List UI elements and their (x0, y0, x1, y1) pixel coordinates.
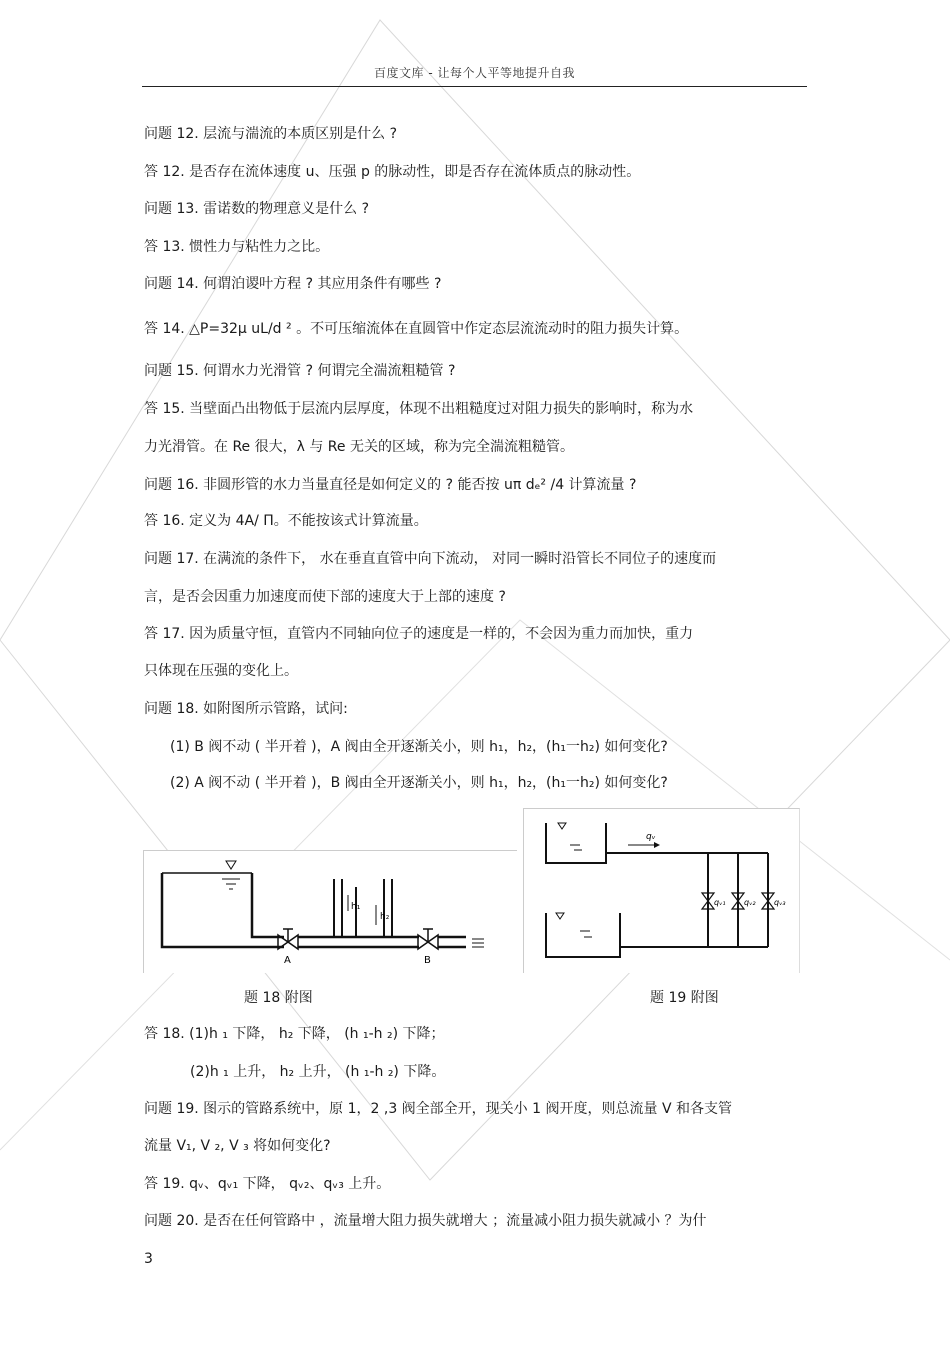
qv2-label: qᵥ₂ (744, 898, 756, 907)
figure-19 (523, 808, 800, 973)
question-18: 问题 18. 如附图所示管路，试问: (144, 701, 348, 717)
question-19-line1: 问题 19. 图示的管路系统中，原 1，2 ,3 阀全部全开，现关小 1 阀开度，则总流量 V 和各支管 (144, 1101, 732, 1117)
question-18-part2: (2) A 阀不动 ( 半开着 )，B 阀由全开逐渐关小，则 h₁，h₂，(h₁一h₂) 如何变化? (170, 775, 668, 791)
answer-18-part1: 答 18. (1)h ₁ 下降， h₂ 下降， (h ₁-h ₂) 下降； (144, 1026, 445, 1042)
qv1-label: qᵥ₁ (714, 898, 726, 907)
answer-15-line2: 力光滑管。在 Re 很大，λ 与 Re 无关的区域，称为完全湍流粗糙管。 (144, 439, 574, 455)
answer-19: 答 19. qᵥ、qᵥ₁ 下降， qᵥ₂、qᵥ₃ 上升。 (144, 1176, 391, 1192)
answer-13: 答 13. 惯性力与粘性力之比。 (144, 239, 330, 255)
question-13: 问题 13. 雷诺数的物理意义是什么 ? (144, 201, 370, 217)
answer-18-part2: (2)h ₁ 上升， h₂ 上升， (h ₁-h ₂) 下降。 (190, 1064, 446, 1080)
question-14: 问题 14. 何谓泊谡叶方程 ? 其应用条件有哪些 ? (144, 276, 442, 292)
question-17-line2: 言，是否会因重力加速度而使下部的速度大于上部的速度 ? (144, 589, 506, 605)
valve-b-label: B (424, 955, 431, 966)
question-19-line2: 流量 V₁, V ₂, V ₃ 将如何变化? (144, 1138, 331, 1154)
answer-17-line1: 答 17. 因为质量守恒，直管内不同轴向位子的速度是一样的，不会因为重力而加快，重力 (144, 626, 694, 642)
figure-18 (143, 850, 517, 973)
answer-16: 答 16. 定义为 4A/ Π。不能按该式计算流量。 (144, 513, 428, 529)
page-number: 3 (144, 1251, 153, 1267)
question-20: 问题 20. 是否在任何管路中 ，流量增大阻力损失就增大 ；流量减小阻力损失就减小 ？为什 (144, 1213, 707, 1229)
valve-a-label: A (284, 955, 291, 966)
question-17-line1: 问题 17. 在满流的条件下， 水在垂直直管中向下流动， 对同一瞬时沿管长不同位子的速度而 (144, 551, 717, 567)
h1-label: h₁ (351, 902, 361, 912)
h2-label: h₂ (380, 912, 390, 922)
answer-17-line2: 只体现在压强的变化上。 (144, 663, 298, 679)
header-rule (142, 86, 807, 87)
qv-label: qᵥ (646, 832, 656, 842)
question-18-part1: (1) B 阀不动 ( 半开着 )，A 阀由全开逐渐关小，则 h₁，h₂，(h₁一h₂) 如何变化? (170, 739, 668, 755)
answer-12: 答 12. 是否存在流体速度 u、压强 p 的脉动性，即是否存在流体质点的脉动性。 (144, 164, 641, 180)
qv3-label: qᵥ₃ (774, 898, 786, 907)
question-16: 问题 16. 非圆形管的水力当量直径是如何定义的 ? 能否按 uπ dₑ² /4 计算流量 ? (144, 477, 637, 493)
answer-15-line1: 答 15. 当壁面凸出物低于层流内层厚度，体现不出粗糙度过对阻力损失的影响时，称为水 (144, 401, 694, 417)
question-12: 问题 12. 层流与湍流的本质区别是什么 ? (144, 126, 398, 142)
question-15: 问题 15. 何谓水力光滑管 ? 何谓完全湍流粗糙管 ? (144, 363, 456, 379)
page-header: 百度文库 - 让每个人平等地提升自我 (374, 66, 575, 80)
figure-18-caption: 题 18 附图 (244, 990, 313, 1006)
answer-14: 答 14. △P=32μ uL/d ² 。不可压缩流体在直圆管中作定态层流流动时的阻力损失计算。 (144, 321, 689, 337)
figure-19-caption: 题 19 附图 (650, 990, 719, 1006)
